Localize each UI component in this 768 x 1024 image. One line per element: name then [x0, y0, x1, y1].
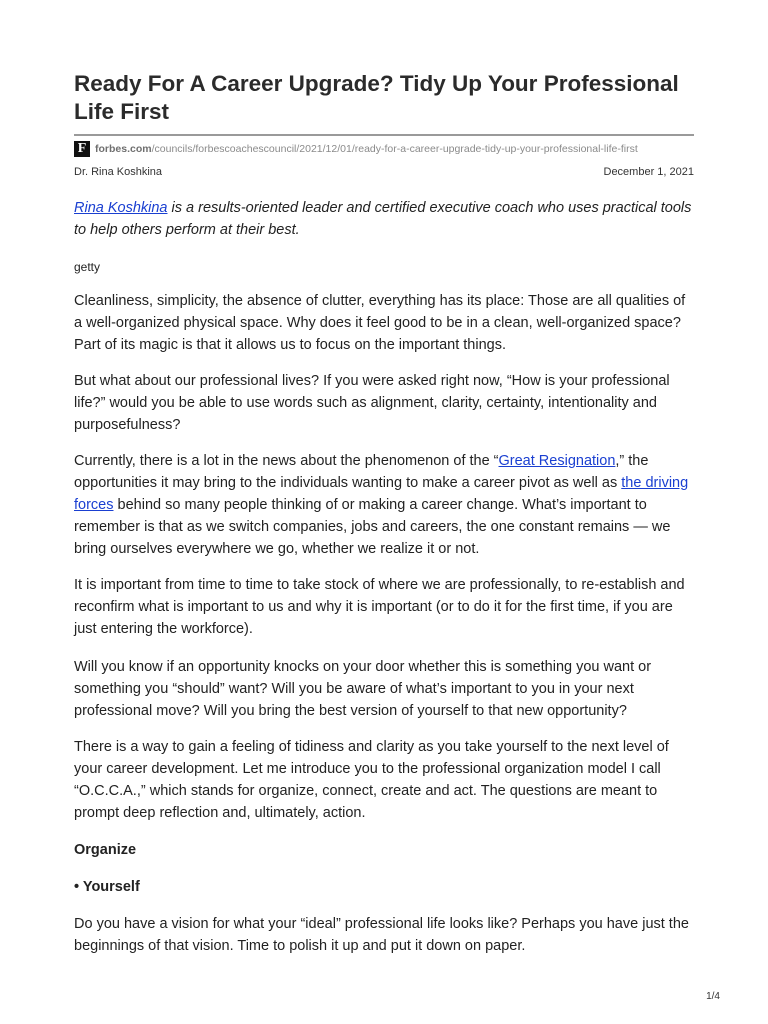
paragraph-3-text-a: Currently, there is a lot in the news about the phenomenon of the “ [74, 453, 499, 469]
heading-organize: Organize [74, 842, 137, 858]
paragraph-7: Do you have a vision for what your “ideal” professional life looks like? Perhaps you have just the beginnings of that vision. Time to polish it up and put it down on paper. [74, 916, 689, 954]
author-name: Dr. Rina Koshkina [74, 166, 163, 178]
article-title: Ready For A Career Upgrade? Tidy Up Your Professional Life First [74, 71, 679, 124]
author-intro-text: is a results-oriented leader and certified executive coach who uses practical tools to help others perform at their best. [74, 200, 692, 238]
paragraph-3 [74, 450, 694, 560]
source-path[interactable]: /councils/forbescoachescouncil/2021/12/01/ready-for-a-career-upgrade-tidy-up-your-professional-life-first [151, 143, 638, 155]
paragraph-3-text-b: ,” the opportunities it may bring to the individuals wanting to make a career pivot as well as [74, 453, 649, 491]
paragraph-6: There is a way to gain a feeling of tidiness and clarity as you take yourself to the next level of your career development. Let me introduce you to the professional organization model I call “O.C.C.A.,” which stands for organize, connect, create and act. The questions are meant to prompt deep reflection and, ultimately, action. [74, 739, 669, 821]
paragraph-3-text-c: behind so many people thinking of or making a career change. What’s important to remember is that as we switch companies, jobs and careers, the one constant remains — we bring ourselves everywhere we go, whether we realize it or not. [74, 497, 671, 557]
paragraph-5: Will you know if an opportunity knocks on your door whether this is something you want or something you “should” want? Will you be aware of what’s important to you in your next professional move? Will you bring the best version of yourself to that new opportunity? [74, 659, 652, 719]
paragraph-2: But what about our professional lives? If you were asked right now, “How is your professional life?” would you be able to use words such as alignment, clarity, certainty, intentionality and purposefulness? [74, 373, 670, 433]
byline [74, 166, 694, 178]
great-resignation-link[interactable]: Great Resignation [498, 453, 616, 469]
title-divider [74, 134, 694, 136]
author-link[interactable]: Rina Koshkina [74, 200, 168, 216]
forbes-logo-icon: F [74, 141, 90, 157]
driving-forces-link[interactable]: the driving forces [74, 475, 689, 513]
paragraph-4: It is important from time to time to take stock of where we are professionally, to re-establish and reconfirm what is important to us and why it is important (or to do it for the first time, if you are just entering the workforce). [74, 577, 685, 637]
publish-date: December 1, 2021 [603, 166, 694, 178]
image-caption: getty [74, 260, 101, 274]
source-line [74, 141, 694, 157]
heading-yourself: • Yourself [74, 879, 140, 895]
paragraph-1: Cleanliness, simplicity, the absence of clutter, everything has its place: Those are all qualities of a well-organized physical space. Why does it feel good to be in a clean, well-organized space? Part of its magic is that it allows us to focus on the important things. [74, 293, 686, 353]
page-number: 1/4 [706, 991, 720, 1002]
author-intro [74, 197, 694, 241]
source-domain[interactable]: forbes.com [95, 143, 152, 155]
